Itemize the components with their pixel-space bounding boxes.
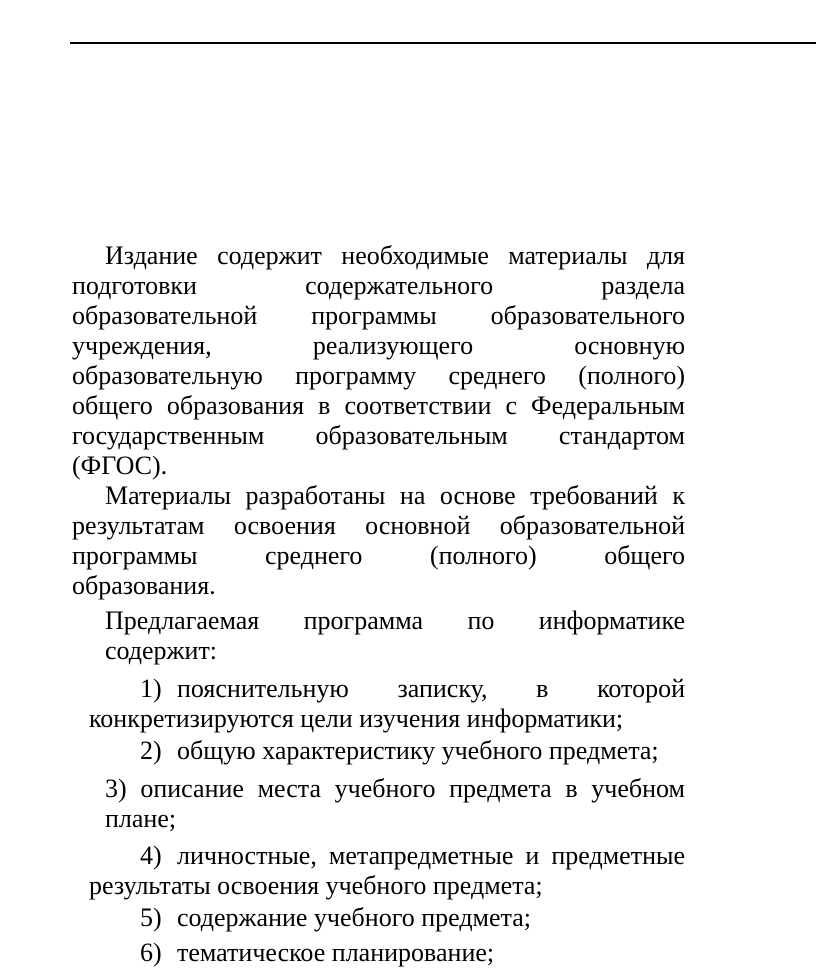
list-item-3-cont: плане;	[105, 804, 177, 833]
document-body	[72, 241, 685, 968]
list-item-1-cont: конкретизируются цели изучения информатики;	[89, 704, 624, 733]
basis-line-2: результатам освоения основной образовательной	[72, 511, 685, 540]
basis-line-3: программы среднего (полного) общего	[72, 541, 685, 570]
list-item-1	[89, 674, 685, 704]
list-number: 4)	[140, 841, 162, 870]
list-item-3	[105, 774, 685, 804]
list-text: содержание учебного предмета;	[177, 903, 531, 932]
list-item-4-cont: результаты освоения учебного предмета;	[89, 871, 543, 900]
list-text: пояснительную записку, в которой	[177, 674, 685, 703]
list-text: описание места учебного предмета в учебном	[140, 774, 685, 803]
list-text: тематическое планирование;	[177, 938, 495, 967]
basis-line-4: образования.	[72, 571, 216, 600]
list-item-5	[89, 903, 685, 933]
list-text: личностные, метапредметные и предметные	[177, 841, 685, 870]
intro-line-1: Издание содержит необходимые материалы для	[105, 241, 685, 270]
intro-line-2: подготовки содержательного раздела	[72, 271, 685, 300]
list-text: общую характеристику учебного предмета;	[177, 736, 659, 765]
intro-line-4: учреждения, реализующего основную	[72, 331, 685, 360]
header-rule	[70, 42, 816, 44]
list-number: 3)	[105, 774, 127, 803]
intro-line-3: образовательной программы образовательного	[72, 301, 685, 330]
list-number: 6)	[140, 938, 162, 967]
list-item-6	[89, 938, 685, 968]
intro-line-6: общего образования в соответствии с Федеральным	[72, 391, 685, 420]
list-item-4	[89, 841, 685, 871]
list-number: 1)	[140, 674, 162, 703]
intro-line-5: образовательную программу среднего (полного)	[72, 361, 685, 390]
program-line-2: содержит:	[105, 636, 218, 665]
basis-line-1: Материалы разработаны на основе требований к	[105, 481, 685, 510]
list-number: 2)	[140, 736, 162, 765]
list-item-2	[89, 736, 685, 766]
intro-line-7: государственным образовательным стандартом	[72, 421, 685, 450]
intro-line-8: (ФГОС).	[72, 451, 168, 480]
list-number: 5)	[140, 903, 162, 932]
program-line-1: Предлагаемая программа по информатике	[105, 606, 685, 635]
